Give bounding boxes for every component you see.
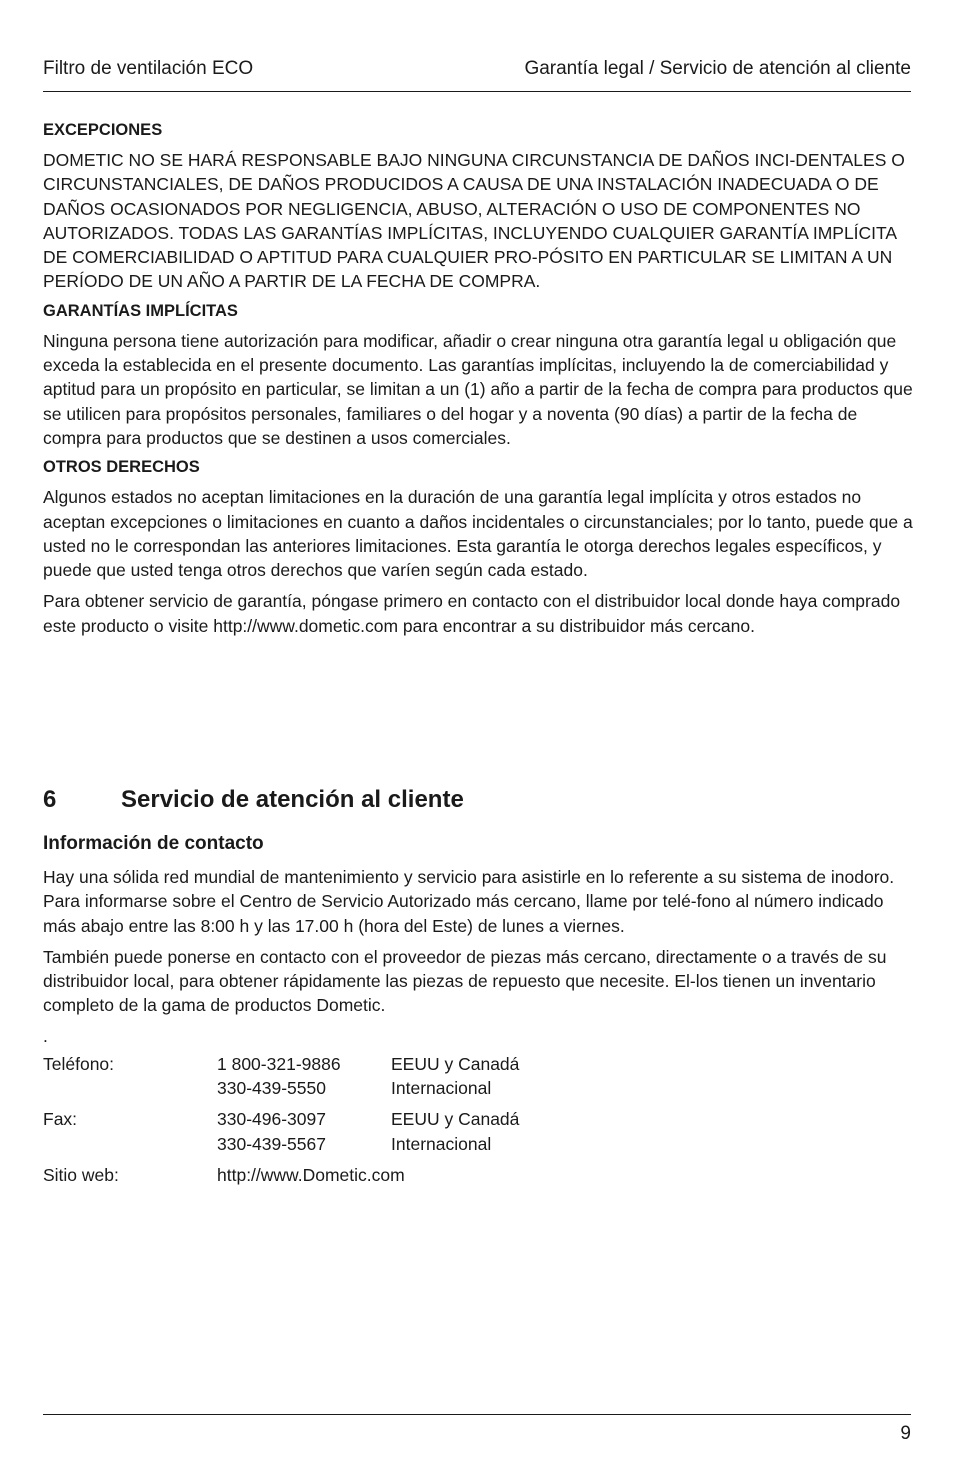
header-product-title: Filtro de ventilación ECO bbox=[43, 58, 254, 79]
website-url: http://www.Dometic.com bbox=[217, 1164, 405, 1185]
chapter-number: 6 bbox=[43, 786, 57, 813]
excepciones-heading: EXCEPCIONES bbox=[43, 121, 163, 139]
contact-para-2: También puede ponerse en contacto con el proveedor de piezas más cercano, directamente o a través de su distribuidor local, para obtener rápidamente las piezas de repuesto que necesite. El-los tienen un inventario completo de la gama de productos Dometic. bbox=[43, 946, 887, 1016]
table-row bbox=[43, 1076, 519, 1100]
table-row bbox=[43, 1052, 519, 1076]
table-row bbox=[43, 1156, 519, 1187]
contact-section bbox=[43, 833, 913, 1187]
contact-table bbox=[43, 1052, 519, 1187]
phone-number-1: 1 800-321-9886 bbox=[217, 1053, 341, 1074]
chapter-heading bbox=[43, 786, 464, 814]
phone-label: Teléfono: bbox=[43, 1053, 115, 1074]
table-row bbox=[43, 1100, 519, 1131]
fax-number-1: 330-496-3097 bbox=[217, 1109, 326, 1130]
fax-region-1: EEUU y Canadá bbox=[391, 1109, 520, 1130]
garantias-heading: GARANTÍAS IMPLÍCITAS bbox=[43, 301, 238, 320]
servicio-garantia-text: Para obtener servicio de garantía, póngase primero en contacto con el distribuidor local donde haya comprado este producto o visite http://www.dometic.com para encontrar a su distribuidor más cercano. bbox=[43, 591, 901, 636]
phone-region-2: Internacional bbox=[391, 1078, 492, 1099]
fax-label: Fax: bbox=[43, 1109, 78, 1130]
warranty-content bbox=[43, 120, 913, 645]
contact-para-1: Hay una sólida red mundial de mantenimiento y servicio para asistirle en lo referente a su sistema de inodoro. Para informarse sobre el Centro de Servicio Autorizado más cercano, llame por telé-fono al número indicado más abajo entre las 8:00 h y las 17.00 h (hora del Este) de lunes a viernes. bbox=[43, 867, 895, 936]
excepciones-text: DOMETIC NO SE HARÁ RESPONSABLE BAJO NINGUNA CIRCUNSTANCIA DE DAÑOS INCI-DENTALES O CIRCUNSTANCIALES, DE DAÑOS PRODUCIDOS A CAUSA DE UNA INSTALACIÓN INADECUADA O DE DAÑOS OCASIONADOS POR NEGLIGENCIA, ABUSO, ALTERACIÓN O USO DE COMPONENTES NO AUTORIZADOS. TODAS LAS GARANTÍAS IMPLÍCITAS, INCLUYENDO CUALQUIER GARANTÍA IMPLÍCITA DE COMERCIABILIDAD O APTITUD PARA CUALQUIER PRO-PÓSITO EN PARTICULAR SE LIMITAN A UN PERÍODO DE UN AÑO A PARTIR DE LA FECHA DE COMPRA. bbox=[43, 150, 905, 292]
fax-number-2: 330-439-5567 bbox=[217, 1133, 326, 1154]
otros-derechos-heading: OTROS DERECHOS bbox=[43, 458, 200, 477]
website-label: Sitio web: bbox=[43, 1164, 119, 1185]
header-section-title: Garantía legal / Servicio de atención al cliente bbox=[524, 58, 911, 79]
fax-region-2: Internacional bbox=[391, 1133, 492, 1154]
page-number: 9 bbox=[900, 1423, 911, 1444]
garantias-text: Ninguna persona tiene autorización para modificar, añadir o crear ninguna otra garantía legal u obligación que exceda la establecida en el presente documento. Las garantías implícitas, incluyendo la de comerciabilidad y aptitud para un propósito en particular, se limitan a un (1) año a partir de la fecha de compra para productos que se utilicen para propósitos personales, familiares o del hogar y a noventa (90 días) a partir de la fecha de compra para productos que se destinen a usos comerciales. bbox=[43, 330, 913, 448]
chapter-title: Servicio de atención al cliente bbox=[121, 786, 464, 813]
table-row bbox=[43, 1132, 519, 1156]
page-header bbox=[43, 58, 911, 92]
otros-derechos-text: Algunos estados no aceptan limitaciones en la duración de una garantía legal implícita y otros estados no aceptan excepciones o limitaciones en cuanto a daños incidentales o circunstanciales; por lo tanto, puede que a usted no le correspondan las anteriores limitaciones. Esta garantía le otorga derechos legales específicos, y puede que usted tenga otros derechos que varíen según cada estado. bbox=[43, 487, 913, 581]
phone-number-2: 330-439-5550 bbox=[217, 1078, 326, 1099]
phone-region-1: EEUU y Canadá bbox=[391, 1053, 520, 1074]
contact-info-heading: Información de contacto bbox=[43, 833, 264, 854]
page-footer bbox=[43, 1414, 911, 1445]
stray-dot: . bbox=[43, 1025, 48, 1046]
